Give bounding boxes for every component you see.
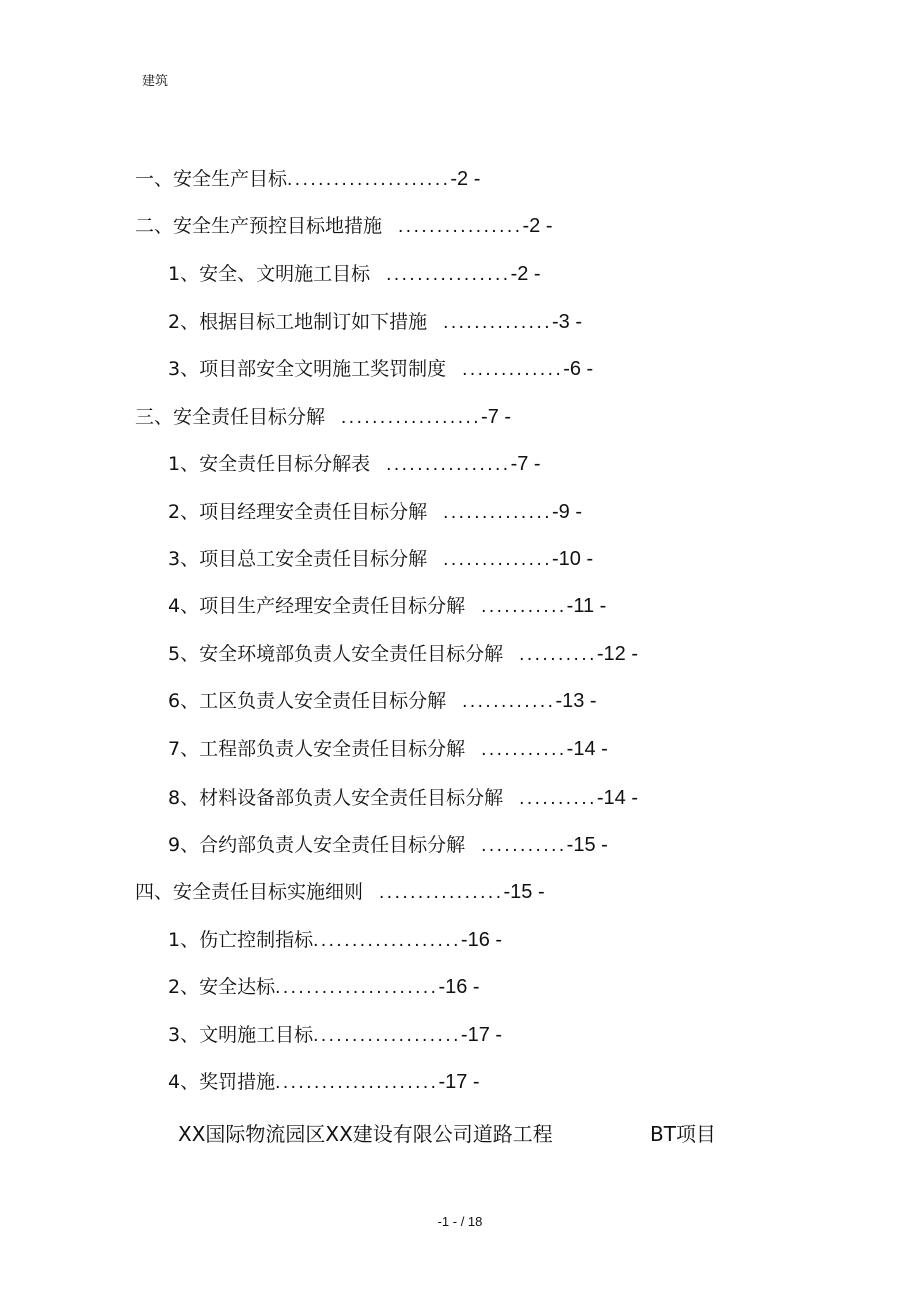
toc-leader: ........... [481, 835, 567, 856]
toc-leader: .......... [519, 644, 597, 665]
toc-entry[interactable] [168, 451, 541, 478]
toc-title: 1、安全责任目标分解表 [168, 453, 371, 475]
toc-entry[interactable] [168, 974, 480, 1001]
project-suffix: BT项目 [650, 1122, 716, 1146]
toc-leader: ................ [398, 216, 523, 237]
toc-entry[interactable] [168, 356, 593, 383]
toc-page: -2 - [522, 215, 553, 237]
toc-entry[interactable] [135, 404, 511, 431]
toc-entry[interactable] [168, 1022, 502, 1049]
toc-page: -16 - [438, 976, 480, 998]
toc-entry[interactable] [168, 832, 608, 859]
toc-page: -14 - [566, 738, 608, 760]
toc-title: 3、项目部安全文明施工奖罚制度 [168, 358, 447, 380]
toc-leader: ........... [481, 596, 567, 617]
toc-page: -15 - [566, 834, 608, 856]
toc-entry[interactable] [135, 213, 552, 240]
toc-entry[interactable] [168, 593, 606, 620]
toc-leader: .............. [443, 549, 552, 570]
toc-leader: ..................... [275, 977, 439, 998]
toc-page: -2 - [450, 168, 481, 190]
toc-leader: ................... [313, 1025, 461, 1046]
toc-entry[interactable] [168, 546, 593, 573]
toc-title: 3、项目总工安全责任目标分解 [168, 548, 428, 570]
toc-title: 3、文明施工目标 [168, 1024, 314, 1046]
toc-leader: .............. [443, 502, 552, 523]
toc-page: -17 - [460, 1024, 503, 1046]
toc-title: 2、安全达标 [168, 976, 276, 998]
toc-page: -6 - [563, 358, 594, 380]
toc-leader: ............. [462, 359, 564, 380]
page-indicator: -1 - / 18 [437, 1214, 483, 1229]
toc-page: -15 - [503, 881, 545, 903]
toc-page: -9 - [552, 501, 582, 523]
toc-entry[interactable] [168, 499, 582, 526]
toc-entry[interactable] [135, 166, 480, 193]
toc-page: -3 - [552, 311, 582, 333]
toc-title: 1、伤亡控制指标 [168, 929, 314, 951]
toc-leader: ................ [379, 882, 504, 903]
toc-page: -7 - [510, 453, 541, 475]
toc-leader: ........... [481, 739, 567, 760]
toc-title: 1、安全、文明施工目标 [168, 263, 371, 285]
toc-page: -16 - [460, 929, 503, 951]
project-title [178, 1118, 716, 1147]
toc-title: 6、工区负责人安全责任目标分解 [168, 690, 447, 712]
toc-leader: ................ [386, 264, 511, 285]
toc-leader: ..................... [275, 1072, 439, 1093]
toc-leader: .................. [341, 407, 482, 428]
toc-title: 2、项目经理安全责任目标分解 [168, 501, 428, 523]
toc-page: -11 - [566, 595, 607, 617]
project-name: XX国际物流园区XX建设有限公司道路工程 [178, 1122, 553, 1146]
toc-entry[interactable] [168, 785, 638, 812]
toc-page: -14 - [596, 787, 639, 809]
toc-leader: ................... [313, 930, 461, 951]
toc-leader: .............. [443, 312, 552, 333]
toc-title: 4、奖罚措施 [168, 1071, 276, 1093]
toc-entry[interactable] [168, 927, 502, 954]
toc-entry[interactable] [168, 1069, 480, 1096]
toc-page: -12 - [596, 643, 639, 665]
toc-title: 9、合约部负责人安全责任目标分解 [168, 834, 466, 856]
toc-entry[interactable] [168, 309, 582, 336]
toc-entry[interactable] [168, 736, 608, 763]
document-header: 建筑 [142, 74, 169, 89]
toc-title: 四、安全责任目标实施细则 [135, 881, 364, 903]
toc-page: -7 - [481, 406, 512, 428]
toc-page: -2 - [510, 263, 541, 285]
toc-title: 三、安全责任目标分解 [135, 406, 326, 428]
toc-leader: ..................... [287, 169, 451, 190]
toc-entry[interactable] [168, 688, 597, 715]
toc-title: 4、项目生产经理安全责任目标分解 [168, 595, 466, 617]
toc-page: -13 - [555, 690, 597, 712]
toc-leader: ............ [462, 691, 556, 712]
toc-title: 5、安全环境部负责人安全责任目标分解 [168, 643, 504, 665]
toc-entry[interactable] [168, 261, 541, 288]
toc-entry[interactable] [168, 641, 638, 668]
toc-leader: .......... [519, 788, 597, 809]
toc-title: 7、工程部负责人安全责任目标分解 [168, 738, 466, 760]
toc-page: -17 - [438, 1071, 480, 1093]
toc-title: 8、材料设备部负责人安全责任目标分解 [168, 787, 504, 809]
toc-leader: ................ [386, 454, 511, 475]
toc-title: 2、根据目标工地制订如下措施 [168, 311, 428, 333]
toc-page: -10 - [552, 548, 594, 570]
toc-entry[interactable] [135, 879, 545, 906]
toc-title: 一、安全生产目标 [135, 168, 288, 190]
toc-title: 二、安全生产预控目标地措施 [135, 215, 383, 237]
